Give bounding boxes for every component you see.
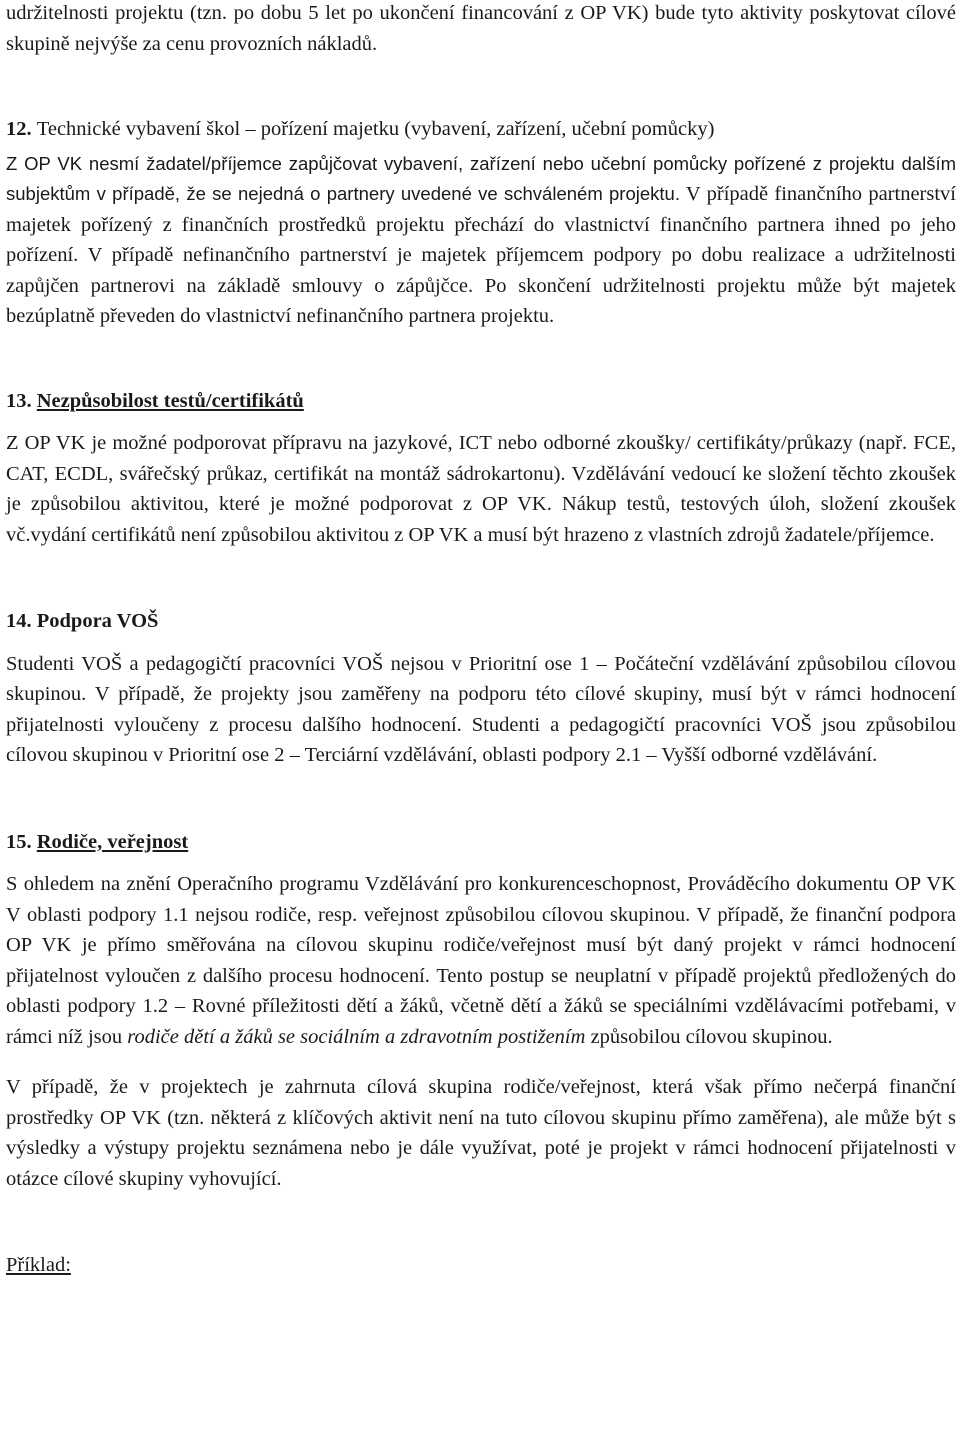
- document-page: [6, 0, 956, 1281]
- section-13-paragraph: Z OP VK je možné podporovat přípravu na jazykové, ICT nebo odborné zkoušky/ certifikáty/průkazy (např. FCE, CAT, ECDL, svářečský průkaz, certifikát na montáž sádrokartonu). Vzdělávání vedoucí ke složení těchto zkoušek je způsobilou aktivitou, které je možné podporovat z OP VK. Nákup testů, testových úloh, složení zkoušek vč.vydání certifikátů není způsobilou aktivitou z OP VK a musí být hrazeno z vlastních zdrojů žadatele/příjemce.: [6, 432, 956, 546]
- section-12-paragraph: [6, 149, 956, 332]
- section-12-heading: [6, 114, 956, 145]
- section-15-para1-italic: rodiče dětí a žáků se sociálním a zdravotním postižením: [127, 1025, 586, 1048]
- section-13-title: Nezpůsobilost testů/certifikátů: [36, 389, 304, 412]
- intro-paragraph: udržitelnosti projektu (tzn. po dobu 5 let po ukončení financování z OP VK) bude tyto aktivity poskytovat cílové skupině nejvýše za cenu provozních nákladů.: [6, 2, 956, 55]
- section-15-number: 15.: [6, 830, 32, 853]
- section-15-para1-start: S ohledem na znění Operačního programu Vzdělávání pro konkurenceschopnost, Prováděcího dokumentu OP VK V oblasti podpory 1.1 nejsou rodiče, resp. veřejnost způsobilou cílovou skupinou. V případě, že finanční podpora OP VK je přímo směřována na cílovou skupinu rodiče/veřejnost musí být daný projekt v rámci hodnocení přijatelnost vyloučen z dalšího procesu hodnocení. Tento postup se neuplatní v případě projektů předložených do oblasti podpory 1.2 – Rovné příležitosti dětí a žáků, včetně dětí a žáků se speciálními vzdělávacími potřebami, v rámci níž jsou: [6, 873, 956, 1048]
- section-14-paragraph: Studenti VOŠ a pedagogičtí pracovníci VOŠ nejsou v Prioritní ose 1 – Počáteční vzdělávání způsobilou cílovou skupinou. V případě, že projekty jsou zaměřeny na podporu této cílové skupiny, musí být v rámci hodnocení přijatelnosti vyloučeny z procesu dalšího hodnocení. Studenti a pedagogičtí pracovníci VOŠ jsou způsobilou cílovou skupinou v Prioritní ose 2 – Terciární vzdělávání, oblasti podpory 2.1 – Vyšší odborné vzdělávání.: [6, 652, 956, 766]
- section-12-number: 12.: [6, 118, 32, 140]
- section-14-heading: [6, 606, 956, 637]
- section-13-number: 13.: [6, 389, 32, 412]
- section-12-sans-text: Z OP VK nesmí žadatel/příjemce zapůjčovat vybavení, zařízení nebo učební pomůcky pořízené z projektu dalším subjektům v případě, že se nejedná o partnery uvedené ve schváleném projektu.: [6, 152, 956, 204]
- section-15-para1-end: způsobilou cílovou skupinou.: [590, 1025, 833, 1048]
- section-15-title: Rodiče, veřejnost: [36, 830, 189, 853]
- section-15-paragraph-2: V případě, že v projektech je zahrnuta cílová skupina rodiče/veřejnost, která však přímo nečerpá finanční prostředky OP VK (tzn. některá z klíčových aktivit není na tuto cílovou skupinu přímo zaměřena), ale může být s výsledky a výstupy projektu seznámena nebo je dále využívat, poté je projekt v rámci hodnocení přijatelnosti v otázce cílové skupiny vyhovující.: [6, 1076, 956, 1190]
- example-label: Příklad:: [6, 1254, 71, 1276]
- section-14-title: Podpora VOŠ: [36, 610, 159, 632]
- section-12-title: Technické vybavení škol – pořízení majetku (vybavení, zařízení, učební pomůcky): [36, 118, 715, 140]
- section-12-serif-text: V případě finančního partnerství majetek pořízený z finančních prostředků projektu přechází do vlastnictví finančního partnera ihned po jeho pořízení. V případě nefinančního partnerství je majetek příjemcem podpory po dobu realizace a udržitelnosti zapůjčen partnerovi na základě smlouvy o zápůjčce. Po skončení udržitelnosti projektu může být majetek bezúplatně převeden do vlastnictví nefinančního partnera projektu.: [6, 183, 956, 327]
- section-13-heading: [6, 386, 956, 417]
- section-15-heading: [6, 827, 956, 858]
- section-14-number: 14.: [6, 610, 32, 632]
- section-15-paragraph-1: [6, 869, 956, 1052]
